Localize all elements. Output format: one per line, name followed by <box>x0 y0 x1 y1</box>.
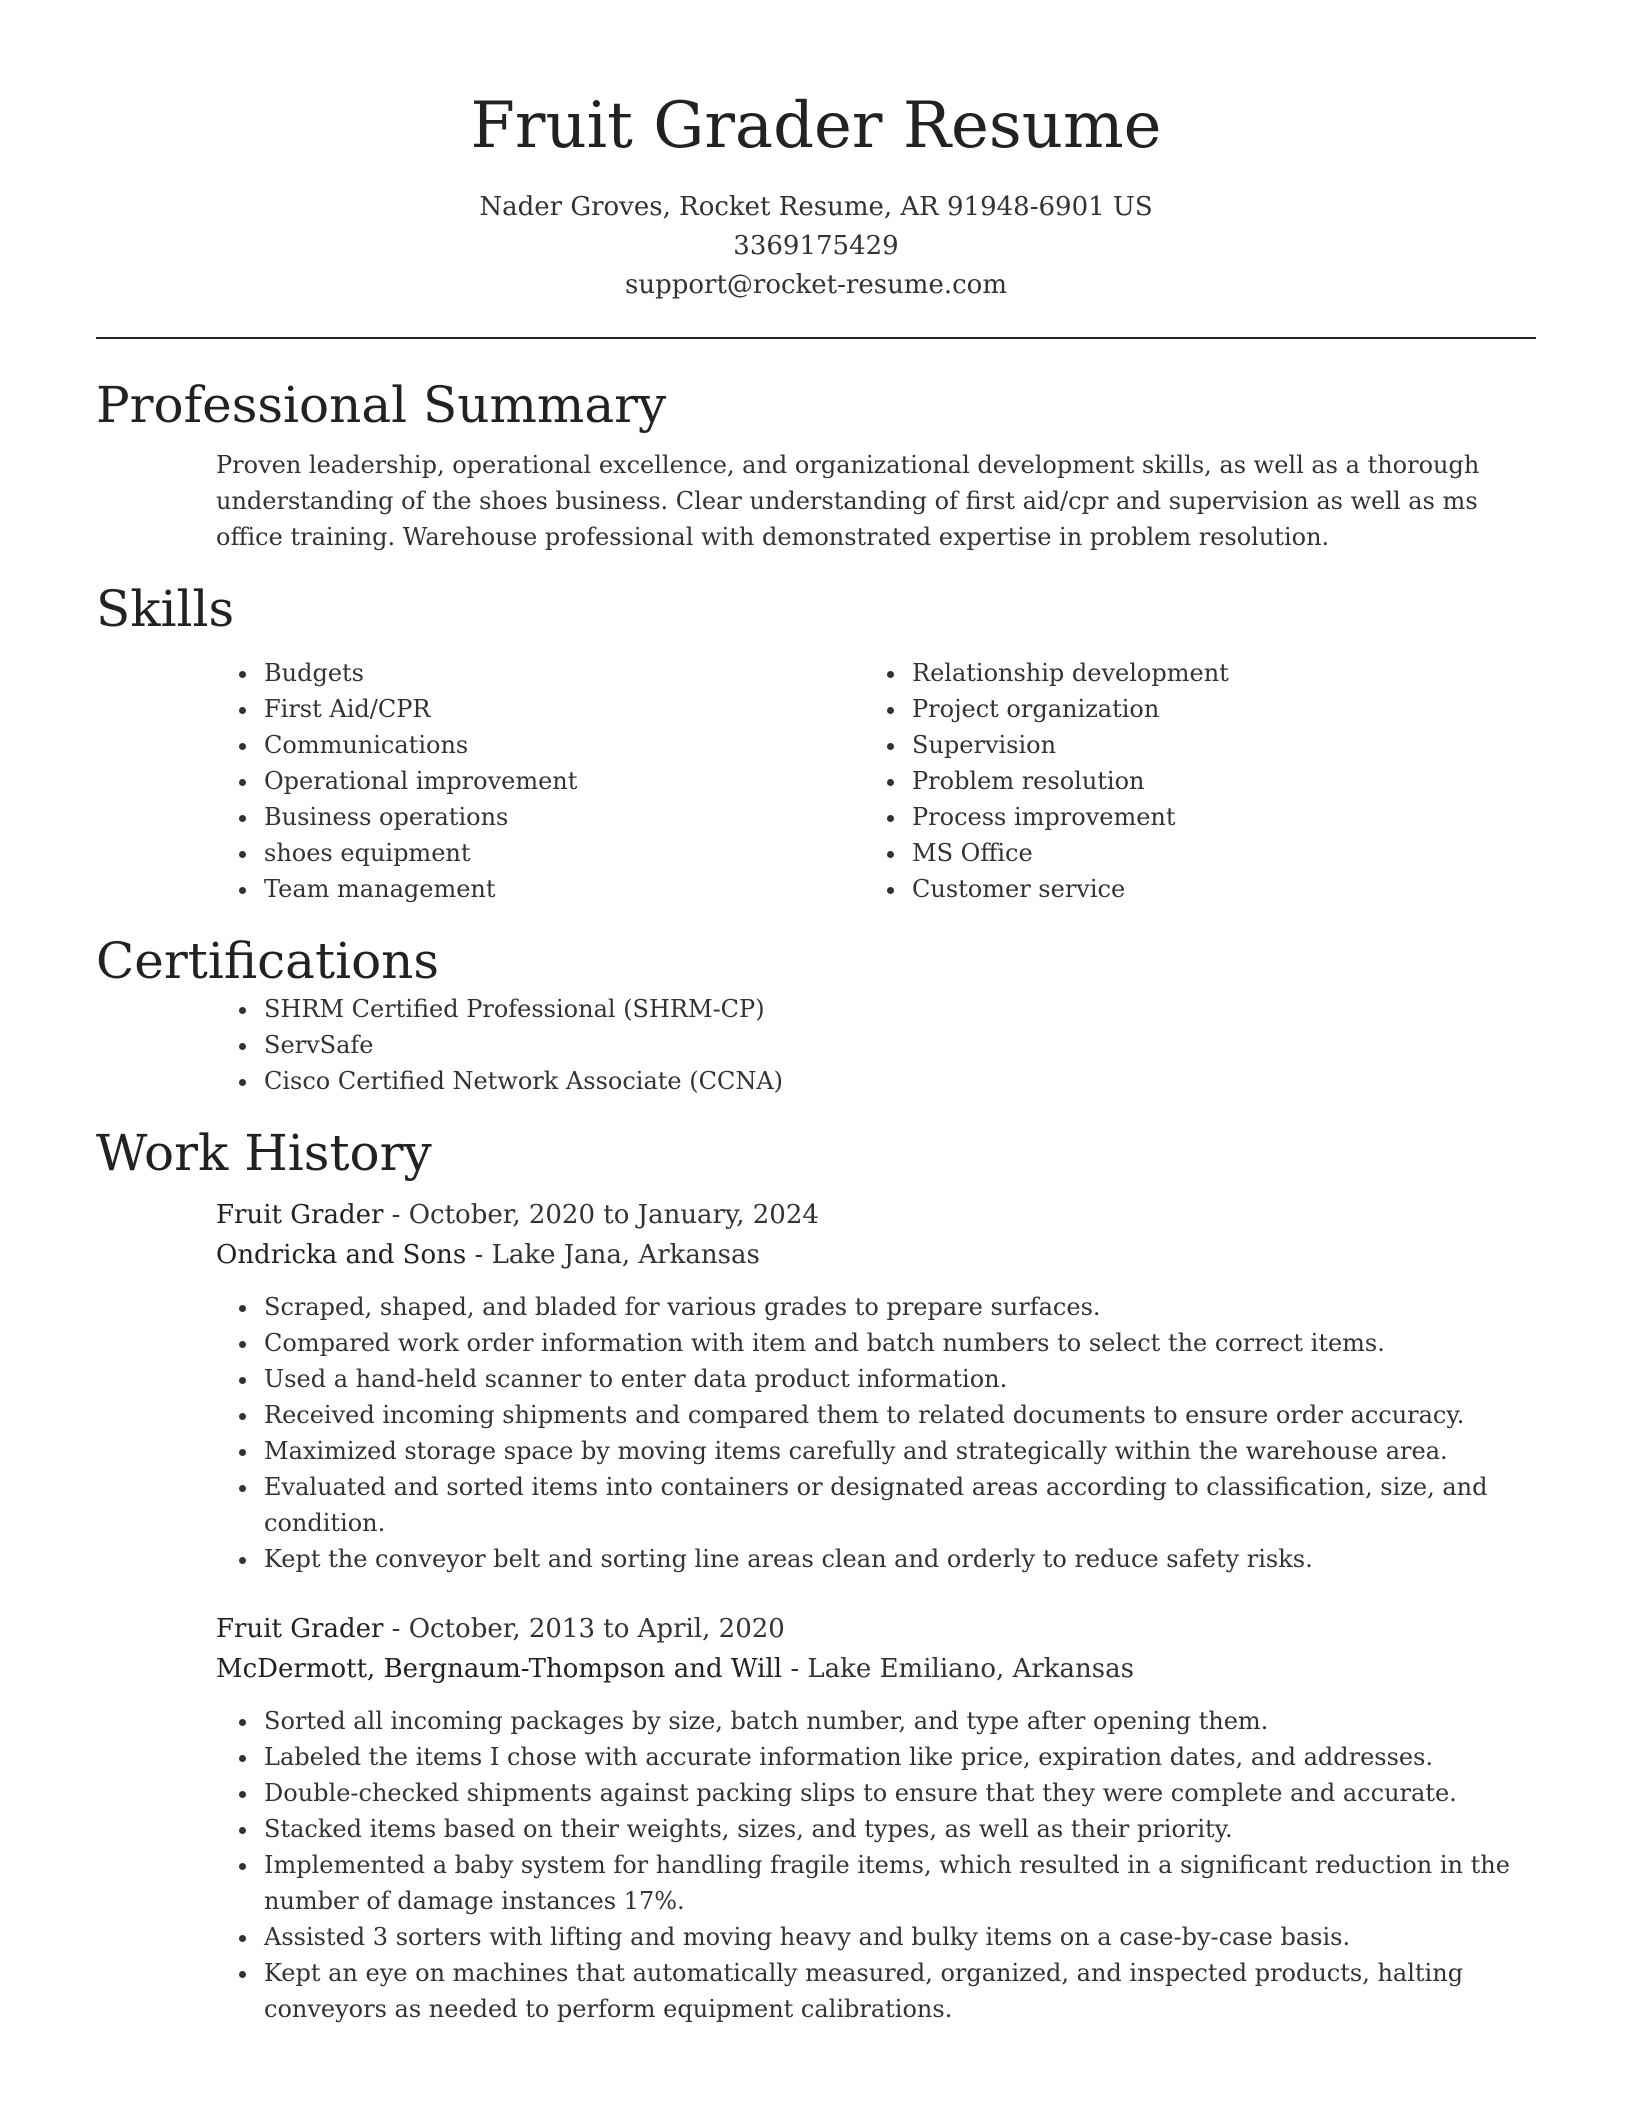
certification-item: • ServSafe <box>260 1027 1536 1063</box>
skill-item: • Budgets <box>260 655 746 691</box>
certifications-section <box>96 931 1536 1099</box>
skills-columns <box>96 655 1536 907</box>
skill-item: • Team management <box>260 871 746 907</box>
job-company: Ondricka and Sons <box>216 1240 467 1270</box>
job-location: Lake Jana, Arkansas <box>491 1240 760 1270</box>
professional-summary-section <box>96 375 1536 555</box>
job-entry <box>96 1609 1536 2027</box>
contact-email: support@rocket-resume.com <box>624 270 1007 300</box>
job-dates: October, 2020 to January, 2024 <box>408 1200 819 1230</box>
skill-item: • Supervision <box>908 727 1229 763</box>
job-bullet: • Kept an eye on machines that automatically measured, organized, and inspected products, halting conveyors as needed to perform equipment calibrations. <box>260 1955 1536 2027</box>
job-dates: October, 2013 to April, 2020 <box>408 1614 785 1644</box>
certifications-list <box>96 991 1536 1099</box>
skill-item: • Communications <box>260 727 746 763</box>
skill-item: • shoes equipment <box>260 835 746 871</box>
job-bullet: • Double-checked shipments against packing slips to ensure that they were complete and accurate. <box>260 1775 1536 1811</box>
job-bullet: • Evaluated and sorted items into containers or designated areas according to classification, size, and condition. <box>260 1469 1536 1541</box>
job-title: Fruit Grader <box>216 1614 384 1644</box>
skill-item: • MS Office <box>908 835 1229 871</box>
skill-item: • Business operations <box>260 799 746 835</box>
header-divider <box>96 337 1536 339</box>
job-bullet: • Kept the conveyor belt and sorting line areas clean and orderly to reduce safety risks. <box>260 1541 1536 1577</box>
work-history-section <box>96 1123 1536 2027</box>
work-history-heading: Work History <box>96 1124 432 1182</box>
job-company-line: McDermott, Bergnaum-Thompson and Will - Lake Emiliano, Arkansas <box>216 1654 1134 1684</box>
job-bullet: • Received incoming shipments and compared them to related documents to ensure order accuracy. <box>260 1397 1536 1433</box>
certification-item: • Cisco Certified Network Associate (CCNA) <box>260 1063 1536 1099</box>
job-bullet: • Assisted 3 sorters with lifting and moving heavy and bulky items on a case-by-case basis. <box>260 1919 1536 1955</box>
job-bullet: • Stacked items based on their weights, sizes, and types, as well as their priority. <box>260 1811 1536 1847</box>
job-bullet: • Maximized storage space by moving items carefully and strategically within the warehouse area. <box>260 1433 1536 1469</box>
job-company: McDermott, Bergnaum-Thompson and Will <box>216 1654 783 1684</box>
skills-list-right <box>746 655 1229 907</box>
job-bullet: • Implemented a baby system for handling fragile items, which resulted in a significant reduction in the number of damage instances 17%. <box>260 1847 1536 1919</box>
summary-heading: Professional Summary <box>96 376 667 434</box>
resume-title: Fruit Grader Resume <box>470 89 1162 163</box>
job-title-line: Fruit Grader - October, 2013 to April, 2020 <box>216 1614 785 1644</box>
contact-phone: 3369175429 <box>733 231 899 261</box>
skill-item: • Process improvement <box>908 799 1229 835</box>
skill-item: • Project organization <box>908 691 1229 727</box>
job-entry <box>96 1195 1536 1577</box>
skill-item: • Problem resolution <box>908 763 1229 799</box>
job-bullet: • Sorted all incoming packages by size, batch number, and type after opening them. <box>260 1703 1536 1739</box>
contact-address: Nader Groves, Rocket Resume, AR 91948-6901 US <box>479 192 1153 222</box>
skill-item: • First Aid/CPR <box>260 691 746 727</box>
job-bullets <box>96 1289 1536 1577</box>
job-location: Lake Emiliano, Arkansas <box>807 1654 1134 1684</box>
contact-block <box>96 188 1536 305</box>
job-company-line: Ondricka and Sons - Lake Jana, Arkansas <box>216 1240 760 1270</box>
skill-item: • Operational improvement <box>260 763 746 799</box>
job-bullets <box>96 1703 1536 2027</box>
job-title-line: Fruit Grader - October, 2020 to January, 2024 <box>216 1200 819 1230</box>
skill-item: • Customer service <box>908 871 1229 907</box>
job-bullet: • Labeled the items I chose with accurate information like price, expiration dates, and addresses. <box>260 1739 1536 1775</box>
skills-list-left <box>96 655 746 907</box>
certifications-heading: Certifications <box>96 932 440 990</box>
resume-header <box>96 0 1536 305</box>
summary-text: Proven leadership, operational excellence, and organizational development skills, as well as a thorough understanding of the shoes business. Clear understanding of first aid/cpr and supervision as well as ms office training. Warehouse professional with demonstrated expertise in problem resolution. <box>216 451 1480 551</box>
job-title: Fruit Grader <box>216 1200 384 1230</box>
skills-heading: Skills <box>96 580 235 638</box>
job-bullet: • Scraped, shaped, and bladed for various grades to prepare surfaces. <box>260 1289 1536 1325</box>
certification-item: • SHRM Certified Professional (SHRM-CP) <box>260 991 1536 1027</box>
job-bullet: • Compared work order information with item and batch numbers to select the correct items. <box>260 1325 1536 1361</box>
job-bullet: • Used a hand-held scanner to enter data product information. <box>260 1361 1536 1397</box>
skill-item: • Relationship development <box>908 655 1229 691</box>
skills-section <box>96 579 1536 907</box>
